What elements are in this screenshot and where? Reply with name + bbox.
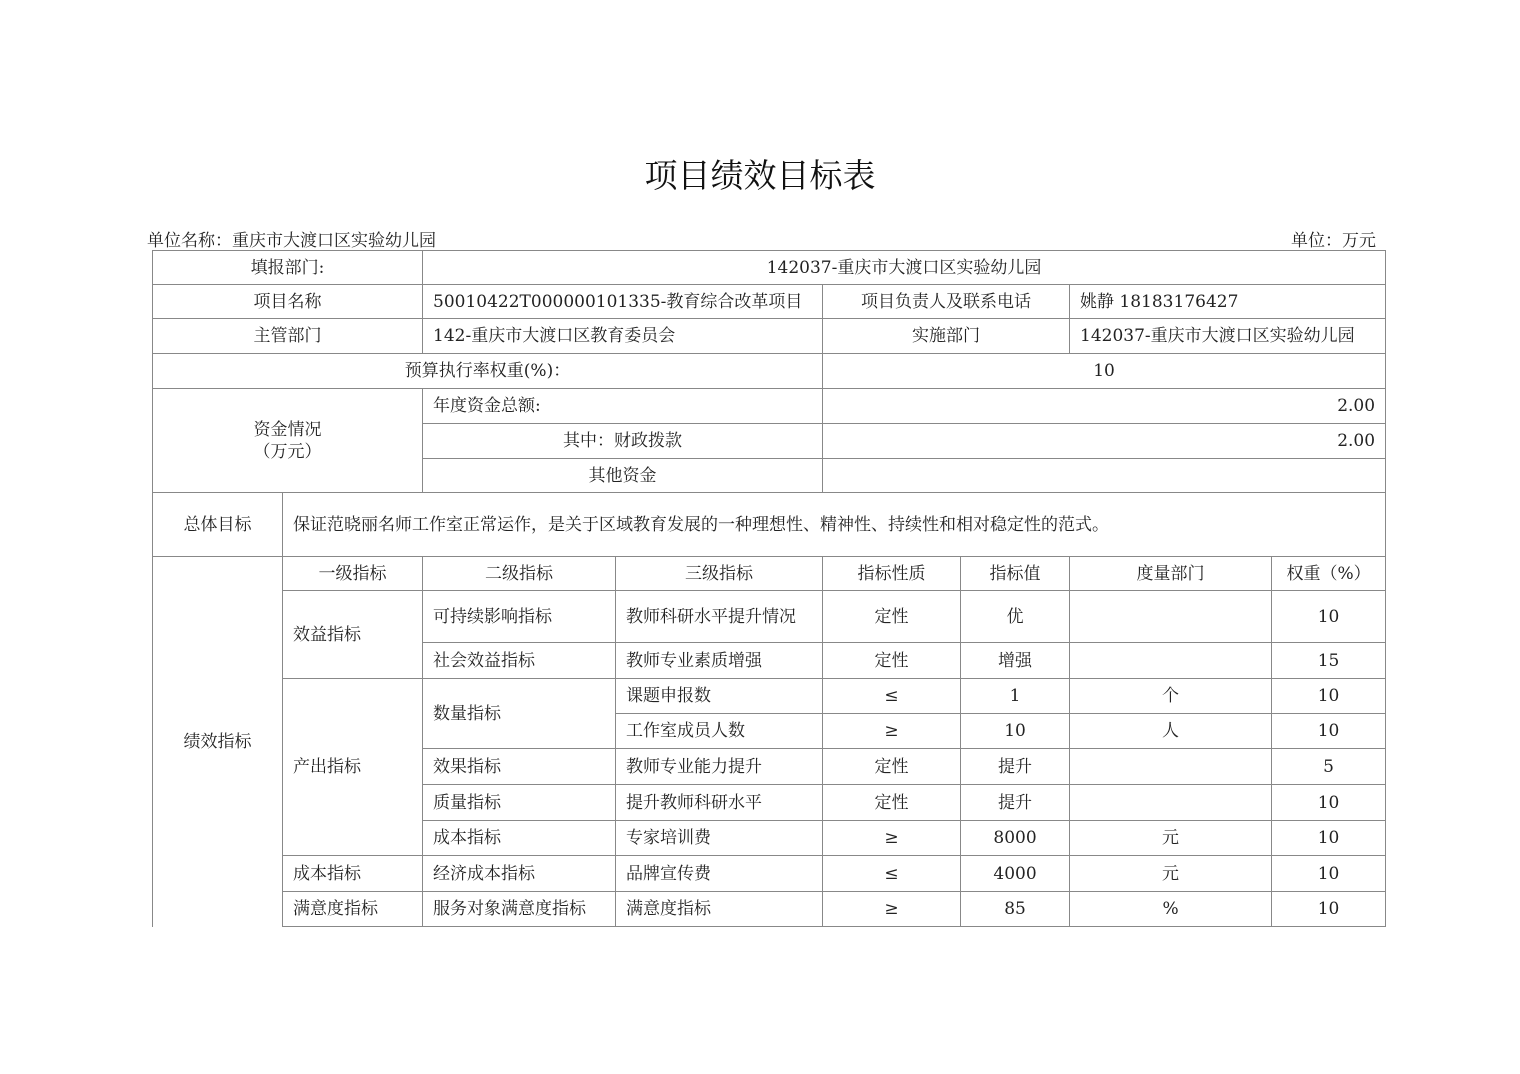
weight-cell: 15: [1272, 643, 1386, 679]
level2-cell: 可持续影响指标: [423, 591, 616, 643]
budget-weight-label: 预算执行率权重(%)：: [153, 354, 823, 389]
indicators-label: 绩效指标: [153, 557, 283, 927]
value-cell: 85: [961, 892, 1070, 927]
value-cell: 4000: [961, 856, 1070, 892]
weight-cell: 10: [1272, 785, 1386, 821]
weight-cell: 5: [1272, 749, 1386, 785]
leader-label: 项目负责人及联系电话: [823, 285, 1070, 319]
funds-other-value: [823, 459, 1386, 493]
header-level2: 二级指标: [423, 557, 616, 591]
level1-benefit: 效益指标: [283, 591, 423, 679]
funds-other-label: 其他资金: [423, 459, 823, 493]
leader-value: 姚静 18183176427: [1070, 285, 1386, 319]
value-cell: 提升: [961, 785, 1070, 821]
value-cell: 10: [961, 714, 1070, 749]
impl-label: 实施部门: [823, 319, 1070, 354]
table-row: [153, 679, 1386, 714]
unit-cell: [1070, 785, 1272, 821]
table-row: [153, 591, 1386, 643]
level2-cell: 经济成本指标: [423, 856, 616, 892]
header-nature: 指标性质: [823, 557, 961, 591]
unit-cell: 人: [1070, 714, 1272, 749]
supervisor-row: [153, 319, 1386, 354]
indicator-header-row: [153, 557, 1386, 591]
level2-cell: 效果指标: [423, 749, 616, 785]
budget-weight-value: 10: [823, 354, 1386, 389]
level3-cell: 教师科研水平提升情况: [616, 591, 823, 643]
table-row: [153, 856, 1386, 892]
unit-cell: %: [1070, 892, 1272, 927]
level3-cell: 满意度指标: [616, 892, 823, 927]
dept-value: 142037-重庆市大渡口区实验幼儿园: [423, 251, 1386, 285]
impl-value: 142037-重庆市大渡口区实验幼儿园: [1070, 319, 1386, 354]
project-row: [153, 285, 1386, 319]
level3-cell: 提升教师科研水平: [616, 785, 823, 821]
level2-cell: 数量指标: [423, 679, 616, 749]
value-cell: 提升: [961, 749, 1070, 785]
project-value: 50010422T000000101335-教育综合改革项目: [423, 285, 823, 319]
funds-label-cell: [153, 389, 423, 493]
dept-label: 填报部门:: [153, 251, 423, 285]
weight-cell: 10: [1272, 892, 1386, 927]
funds-unit-label: （万元）: [253, 441, 322, 462]
unit-cell: [1070, 749, 1272, 785]
weight-cell: 10: [1272, 591, 1386, 643]
project-label: 项目名称: [153, 285, 423, 319]
weight-cell: 10: [1272, 856, 1386, 892]
level2-cell: 社会效益指标: [423, 643, 616, 679]
unit-cell: 元: [1070, 856, 1272, 892]
value-cell: 优: [961, 591, 1070, 643]
level3-cell: 工作室成员人数: [616, 714, 823, 749]
level2-cell: 成本指标: [423, 821, 616, 856]
unit-name-label: 单位名称：重庆市大渡口区实验幼儿园: [147, 231, 436, 251]
level3-cell: 教师专业能力提升: [616, 749, 823, 785]
funds-total-value: 2.00: [823, 389, 1386, 424]
nature-cell: 定性: [823, 643, 961, 679]
level3-cell: 专家培训费: [616, 821, 823, 856]
nature-cell: 定性: [823, 591, 961, 643]
funds-total-label: 年度资金总额:: [423, 389, 823, 424]
unit-cell: [1070, 591, 1272, 643]
supervisor-label: 主管部门: [153, 319, 423, 354]
funds-fiscal-value: 2.00: [823, 424, 1386, 459]
nature-cell: 定性: [823, 749, 961, 785]
weight-cell: 10: [1272, 714, 1386, 749]
weight-cell: 10: [1272, 821, 1386, 856]
unit-cell: 元: [1070, 821, 1272, 856]
level3-cell: 教师专业素质增强: [616, 643, 823, 679]
nature-cell: ≥: [823, 714, 961, 749]
nature-cell: ≤: [823, 679, 961, 714]
level1-cost: 成本指标: [283, 856, 423, 892]
level2-cell: 服务对象满意度指标: [423, 892, 616, 927]
goal-row: [153, 493, 1386, 557]
dept-row: [153, 251, 1386, 285]
budget-weight-row: [153, 354, 1386, 389]
level3-cell: 品牌宣传费: [616, 856, 823, 892]
funds-label: 资金情况: [253, 419, 322, 440]
nature-cell: ≥: [823, 892, 961, 927]
currency-unit-label: 单位：万元: [1291, 231, 1376, 251]
value-cell: 增强: [961, 643, 1070, 679]
goal-text: 保证范晓丽名师工作室正常运作，是关于区域教育发展的一种理想性、精神性、持续性和相对稳定性的范式。: [283, 493, 1386, 557]
performance-target-table: [152, 250, 1386, 927]
level2-cell: 质量指标: [423, 785, 616, 821]
funds-fiscal-label: 其中：财政拨款: [423, 424, 823, 459]
level3-cell: 课题申报数: [616, 679, 823, 714]
supervisor-value: 142-重庆市大渡口区教育委员会: [423, 319, 823, 354]
goal-label: 总体目标: [153, 493, 283, 557]
nature-cell: ≥: [823, 821, 961, 856]
header-level1: 一级指标: [283, 557, 423, 591]
header-level3: 三级指标: [616, 557, 823, 591]
value-cell: 8000: [961, 821, 1070, 856]
nature-cell: ≤: [823, 856, 961, 892]
nature-cell: 定性: [823, 785, 961, 821]
unit-cell: [1070, 643, 1272, 679]
weight-cell: 10: [1272, 679, 1386, 714]
header-value: 指标值: [961, 557, 1070, 591]
page-title: 项目绩效目标表: [644, 156, 876, 195]
value-cell: 1: [961, 679, 1070, 714]
unit-cell: 个: [1070, 679, 1272, 714]
level1-output: 产出指标: [283, 679, 423, 856]
funds-total-row: [153, 389, 1386, 424]
header-unit: 度量部门: [1070, 557, 1272, 591]
header-weight: 权重（%）: [1272, 557, 1386, 591]
table-row: [153, 892, 1386, 927]
level1-satisfaction: 满意度指标: [283, 892, 423, 927]
